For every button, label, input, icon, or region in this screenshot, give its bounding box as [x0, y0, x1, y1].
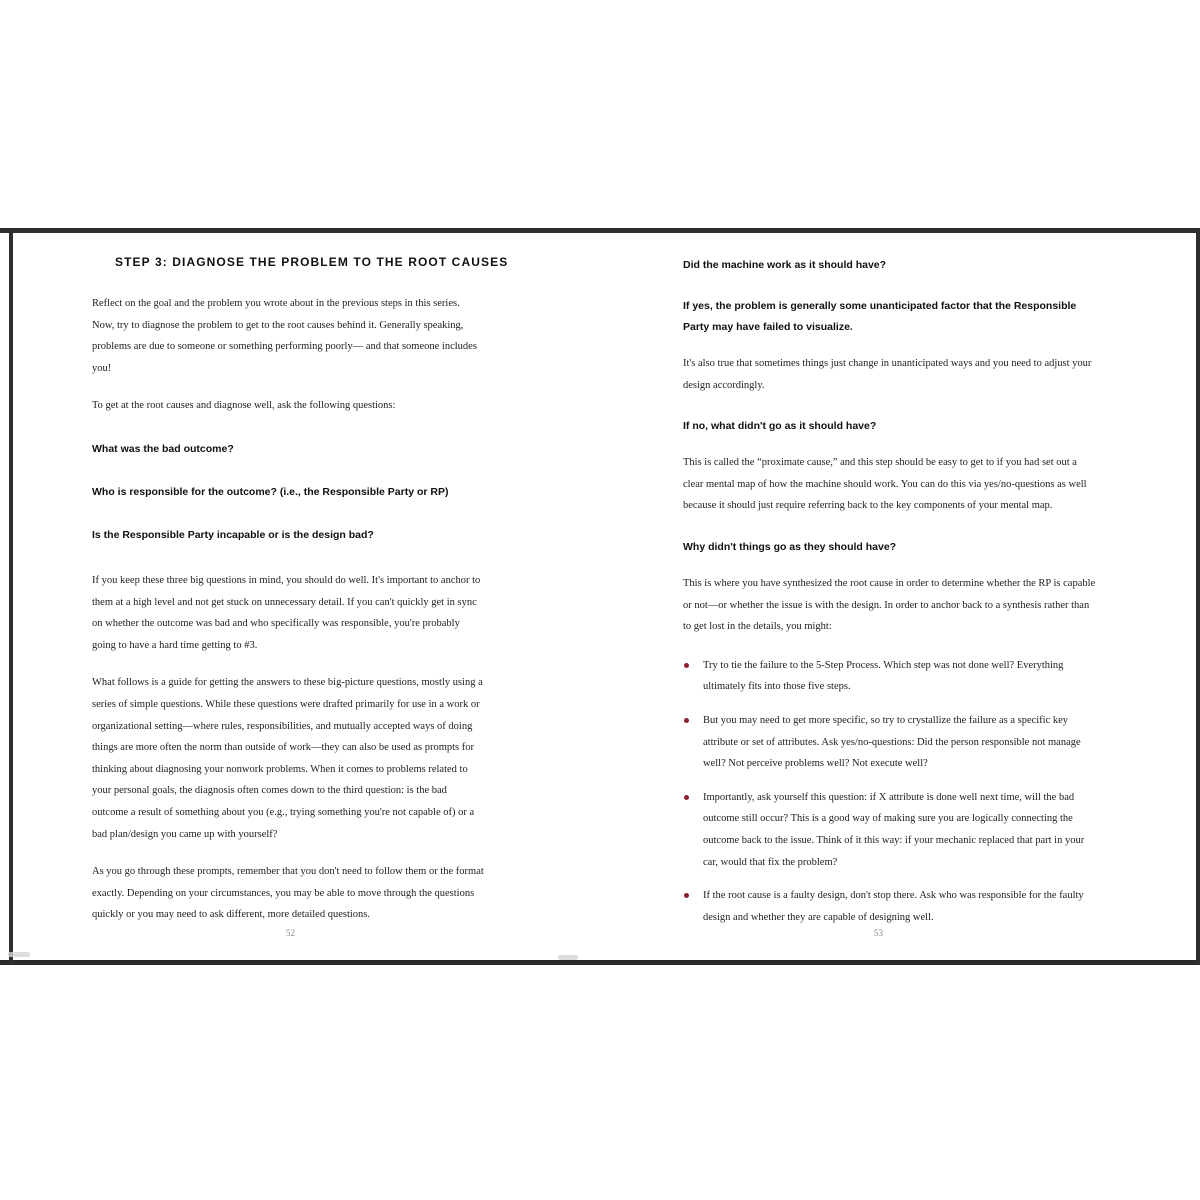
- bullet-text: If the root cause is a faulty design, don't stop there. Ask who was responsible for the faulty design and whether they are capable of designing well.: [703, 890, 1084, 923]
- heading-if-no: If no, what didn't go as it should have?: [683, 420, 877, 433]
- bullet-text: But you may need to get more specific, so try to crystallize the failure as a specific key attribute or set of attributes. Ask yes/no-questions: Did the person responsible not manage well? Not perceive problems well? Not execute well?: [703, 714, 1081, 770]
- page-title: STEP 3: DIAGNOSE THE PROBLEM TO THE ROOT CAUSES: [115, 255, 509, 269]
- paragraph-prompts: As you go through these prompts, remember that you don't need to follow them or the format exactly. Depending on your circumstances, you may be able to move through the questions quickly or you may need to ask different, more detailed questions.: [92, 866, 484, 921]
- paragraph-ask-questions: To get at the root causes and diagnose well, ask the following questions:: [92, 400, 396, 412]
- heading-why-didnt-things-go: Why didn't things go as they should have?: [683, 540, 897, 553]
- bullet-text: Try to tie the failure to the 5-Step Process. Which step was not done well? Everything ultimately fits into those five steps.: [703, 659, 1064, 693]
- page-right-edge-line: [1196, 228, 1200, 965]
- bullet-icon: [684, 893, 689, 898]
- bullet-list: [683, 655, 1097, 929]
- page-number-right: 53: [874, 928, 883, 938]
- page-gutter-shadow: [558, 955, 578, 960]
- page-left-edge-line: [9, 228, 13, 965]
- bullet-icon: [684, 795, 689, 800]
- heading-machine-work: Did the machine work as it should have?: [683, 259, 887, 271]
- question-bad-outcome: What was the bad outcome?: [92, 442, 234, 455]
- paragraph-proximate-cause: This is called the “proximate cause,” and this step should be easy to get to if you had set out a clear mental map of how the machine should work. You can do this via yes/no-questions as well because it should just require referring back to the key components of your mental map.: [683, 457, 1087, 512]
- question-incapable-or-design: Is the Responsible Party incapable or is the design bad?: [92, 528, 374, 541]
- bullet-text: Importantly, ask yourself this question: if X attribute is done well next time, will the bad outcome still occur? This is a good way of making sure you are logically connecting the outcome back to the issue. Think of it this way: if your mechanic replaced that part in your car, would that fix the problem?: [703, 791, 1085, 868]
- paragraph-keep-in-mind: If you keep these three big questions in mind, you should do well. It's important to anchor to them at a high level and not get stuck on unnecessary detail. If you can't quickly get in sync on whether the outcome was bad and who specifically was responsible, you're probably going to have a hard time getting to #3.: [92, 574, 481, 651]
- bullet-icon: [684, 663, 689, 668]
- paragraph-also-true: It's also true that sometimes things just change in unanticipated ways and you need to adjust your design accordingly.: [683, 358, 1092, 391]
- bullet-item: [683, 710, 1097, 775]
- bullet-item: [683, 787, 1097, 873]
- paragraph-intro: Reflect on the goal and the problem you wrote about in the previous steps in this series. Now, try to diagnose the problem to get to the root causes behind it. Generally speaking, problems are due to someone or something performing poorly— and that someone includes you!: [92, 298, 477, 374]
- right-page: [683, 255, 1097, 940]
- bullet-icon: [684, 718, 689, 723]
- bullet-item: [683, 655, 1097, 698]
- heading-if-yes: If yes, the problem is generally some unanticipated factor that the Responsible Party may have failed to visualize.: [683, 300, 1077, 333]
- question-who-responsible: Who is responsible for the outcome? (i.e., the Responsible Party or RP): [92, 485, 449, 498]
- paragraph-synthesized: This is where you have synthesized the root cause in order to determine whether the RP is capable or not—or whether the issue is with the design. In order to anchor back to a synthesis rather than to get lost in the details, you might:: [683, 577, 1096, 633]
- paragraph-guide: What follows is a guide for getting the answers to these big-picture questions, mostly using a series of simple questions. While these questions were drafted primarily for use in a work or organizational setting—where rules, responsibilities, and mutually accepted ways of doing things are more often the norm than outside of work—they can also be used as prompts for thinking about diagnosing your nonwork problems. When it comes to problems related to your personal goals, the diagnosis often comes down to the third question: is the bad outcome a result of something about you (e.g., trying something you're not capable of) or a bad plan/design you came up with yourself?: [92, 677, 483, 840]
- left-page: [92, 255, 509, 926]
- page-edge-shadow: [8, 952, 30, 957]
- page-number-left: 52: [286, 928, 295, 938]
- bullet-item: [683, 885, 1097, 928]
